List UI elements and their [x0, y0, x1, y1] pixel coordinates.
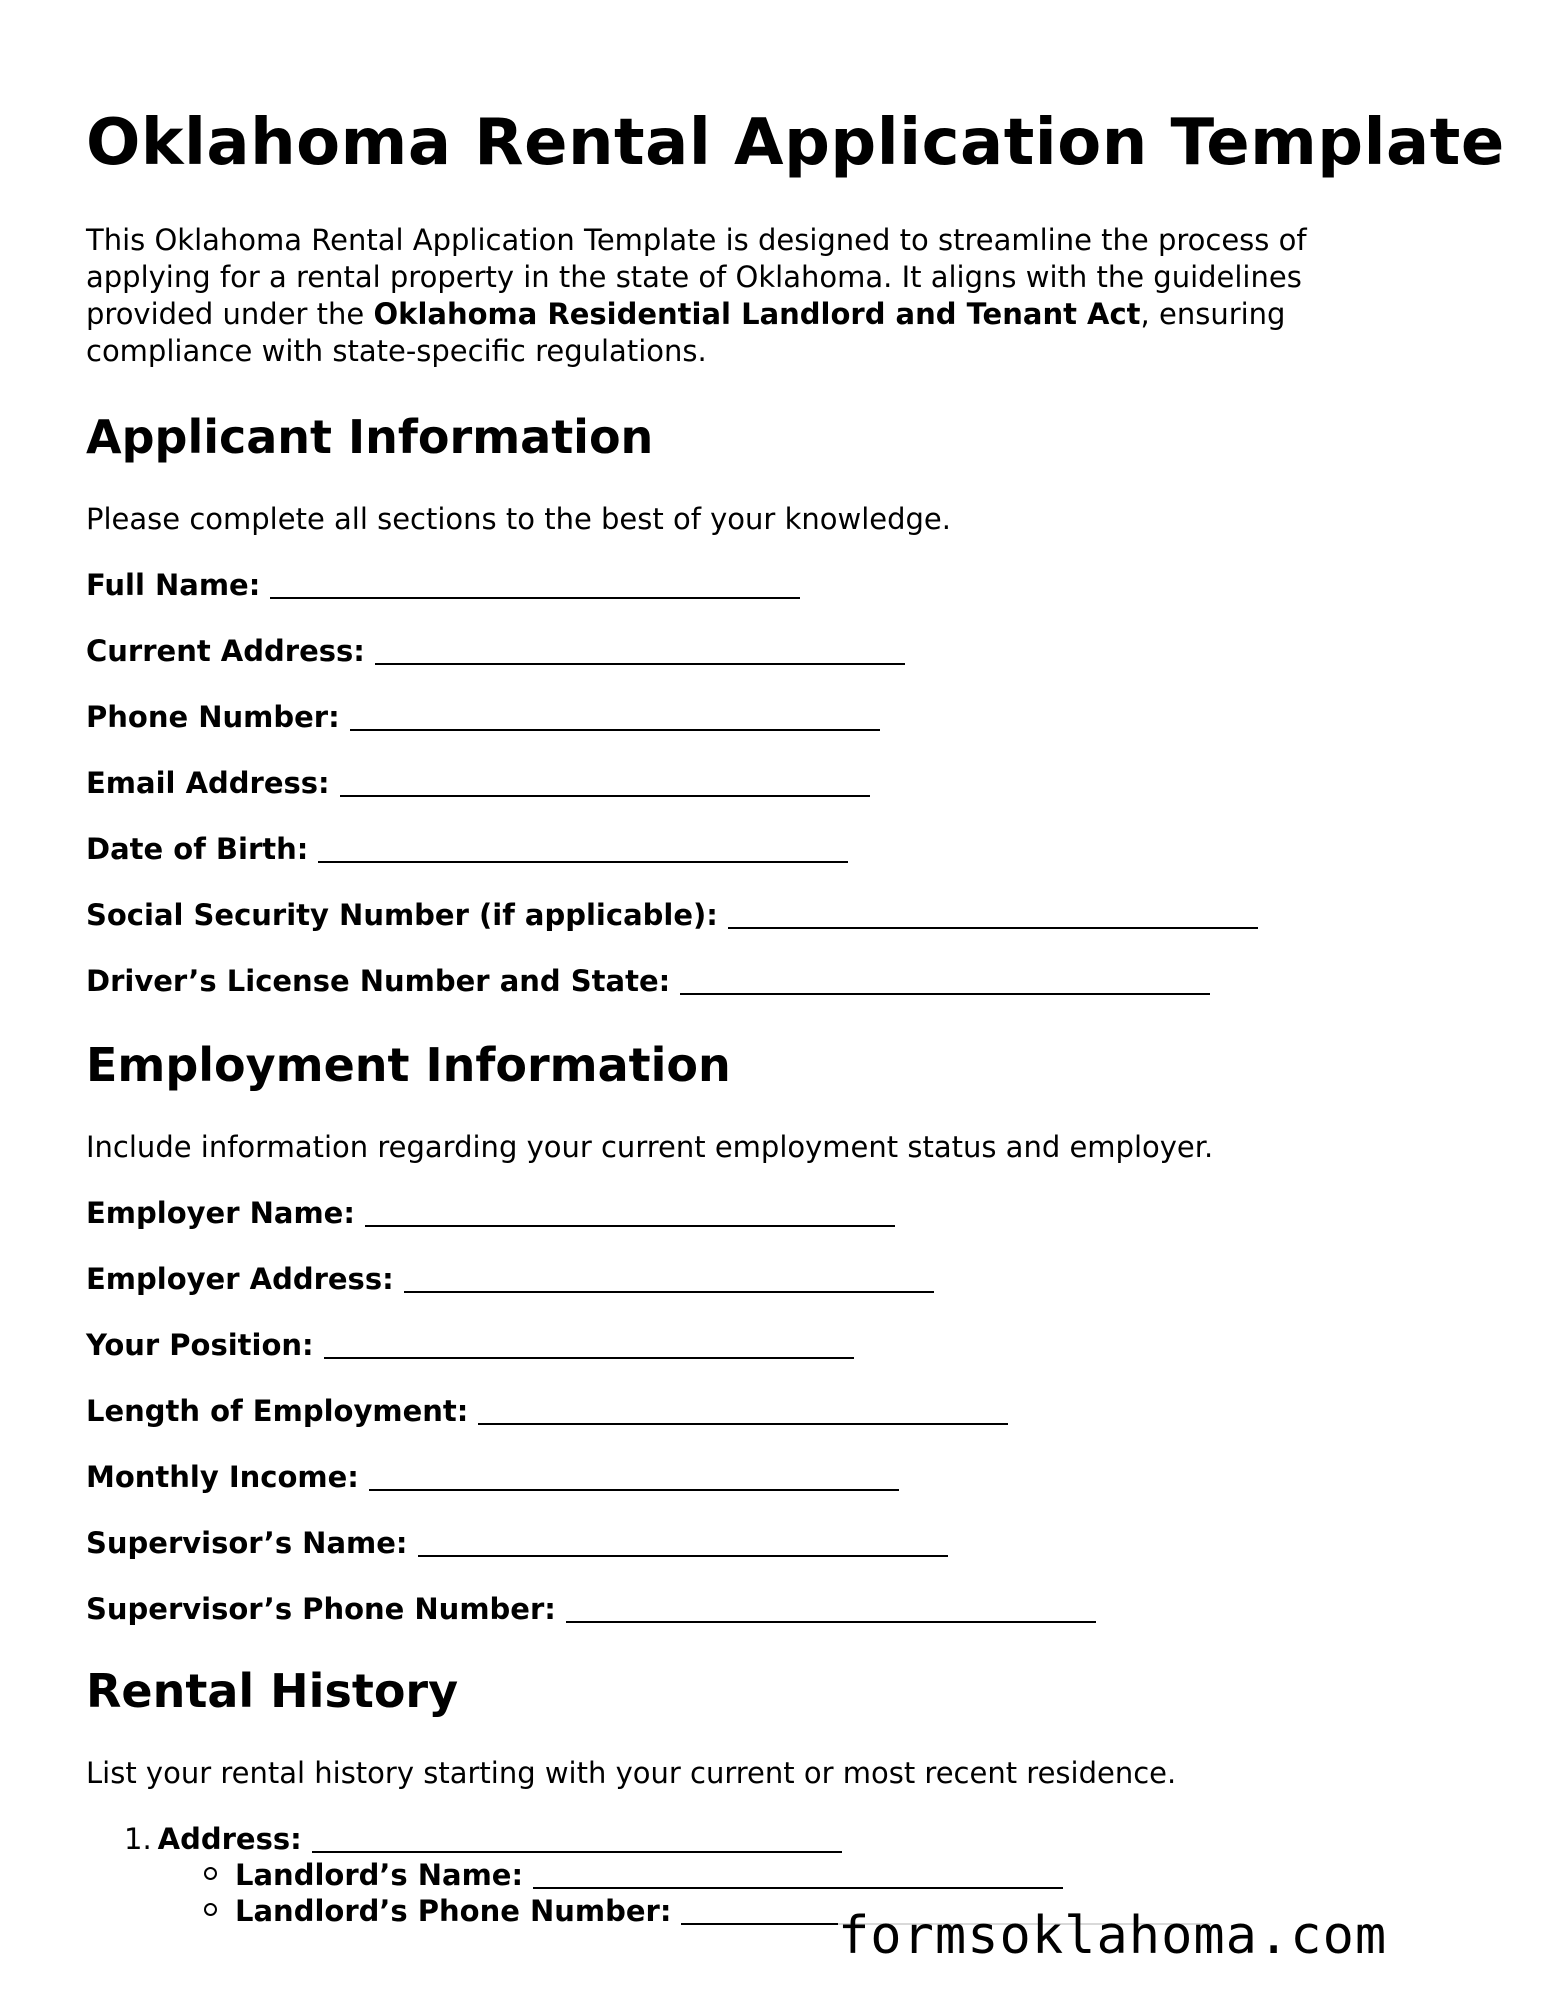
field-label: Full Name: [86, 568, 261, 602]
field-length-of-employment [86, 1394, 1008, 1428]
rental-description: List your rental history starting with your current or most recent residence. [86, 1756, 1177, 1790]
ssn-blank[interactable] [728, 927, 1258, 929]
full-name-blank[interactable] [270, 597, 800, 599]
field-label: Monthly Income: [86, 1460, 359, 1494]
watermark: formsoklahoma.com [838, 1906, 1388, 1966]
rental-address-blank[interactable] [312, 1851, 842, 1853]
your-position-blank[interactable] [324, 1357, 854, 1359]
list-number: 1. [124, 1822, 152, 1856]
intro-act-name: Oklahoma Residential Landlord and Tenant Act [373, 297, 1141, 331]
monthly-income-blank[interactable] [369, 1489, 899, 1491]
field-label: Date of Birth: [86, 832, 309, 866]
supervisor-name-blank[interactable] [418, 1555, 948, 1557]
field-label: Your Position: [86, 1328, 314, 1362]
address-label: Address: [157, 1822, 302, 1856]
field-employer-address [86, 1262, 934, 1296]
field-label: Email Address: [86, 766, 330, 800]
length-of-employment-blank[interactable] [478, 1423, 1008, 1425]
field-label: Employer Address: [86, 1262, 394, 1296]
field-label: Social Security Number (if applicable): [86, 898, 718, 932]
field-drivers-license [86, 964, 1210, 998]
landlord-name-blank[interactable] [533, 1887, 1063, 1889]
bullet-icon [204, 1903, 217, 1916]
field-monthly-income [86, 1460, 899, 1494]
field-label: Phone Number: [86, 700, 340, 734]
employer-address-blank[interactable] [404, 1291, 934, 1293]
intro-text-end: , ensuring compliance with state-specific regulations. [86, 297, 1286, 368]
field-your-position [86, 1328, 854, 1362]
field-label: Supervisor’s Phone Number: [86, 1592, 556, 1626]
field-supervisor-phone [86, 1592, 1096, 1626]
field-label: Supervisor’s Name: [86, 1526, 408, 1560]
field-email-address [86, 766, 870, 800]
field-ssn [86, 898, 1258, 932]
landlord-name-label: Landlord’s Name: [235, 1858, 524, 1892]
field-label: Current Address: [86, 634, 365, 668]
employment-heading: Employment Information [86, 1038, 731, 1092]
field-date-of-birth [86, 832, 848, 866]
field-current-address [86, 634, 905, 668]
bullet-icon [204, 1867, 217, 1880]
field-phone-number [86, 700, 880, 734]
field-label: Employer Name: [86, 1196, 355, 1230]
intro-text-start: This Oklahoma Rental Application Template is designed to streamline the process of applying for a rental property in the state of Oklahoma. It aligns with the guidelines provided under the [86, 223, 1307, 331]
employer-name-blank[interactable] [365, 1225, 895, 1227]
drivers-license-blank[interactable] [680, 993, 1210, 995]
employment-description: Include information regarding your current employment status and employer. [86, 1130, 1214, 1164]
email-address-blank[interactable] [340, 795, 870, 797]
field-employer-name [86, 1196, 895, 1230]
field-supervisor-name [86, 1526, 948, 1560]
rental-item-1 [124, 1822, 842, 1856]
applicant-heading: Applicant Information [86, 410, 654, 464]
field-label: Driver’s License Number and State: [86, 964, 671, 998]
phone-number-blank[interactable] [350, 729, 880, 731]
field-full-name [86, 568, 800, 602]
landlord-name-item [204, 1858, 1063, 1892]
intro-paragraph [86, 222, 1416, 370]
applicant-description: Please complete all sections to the best of your knowledge. [86, 502, 951, 536]
current-address-blank[interactable] [375, 663, 905, 665]
field-label: Length of Employment: [86, 1394, 469, 1428]
supervisor-phone-blank[interactable] [566, 1621, 1096, 1623]
date-of-birth-blank[interactable] [318, 861, 848, 863]
rental-heading: Rental History [86, 1664, 459, 1718]
landlord-phone-label: Landlord’s Phone Number: [235, 1894, 672, 1928]
page-title: Oklahoma Rental Application Template [86, 106, 1505, 180]
